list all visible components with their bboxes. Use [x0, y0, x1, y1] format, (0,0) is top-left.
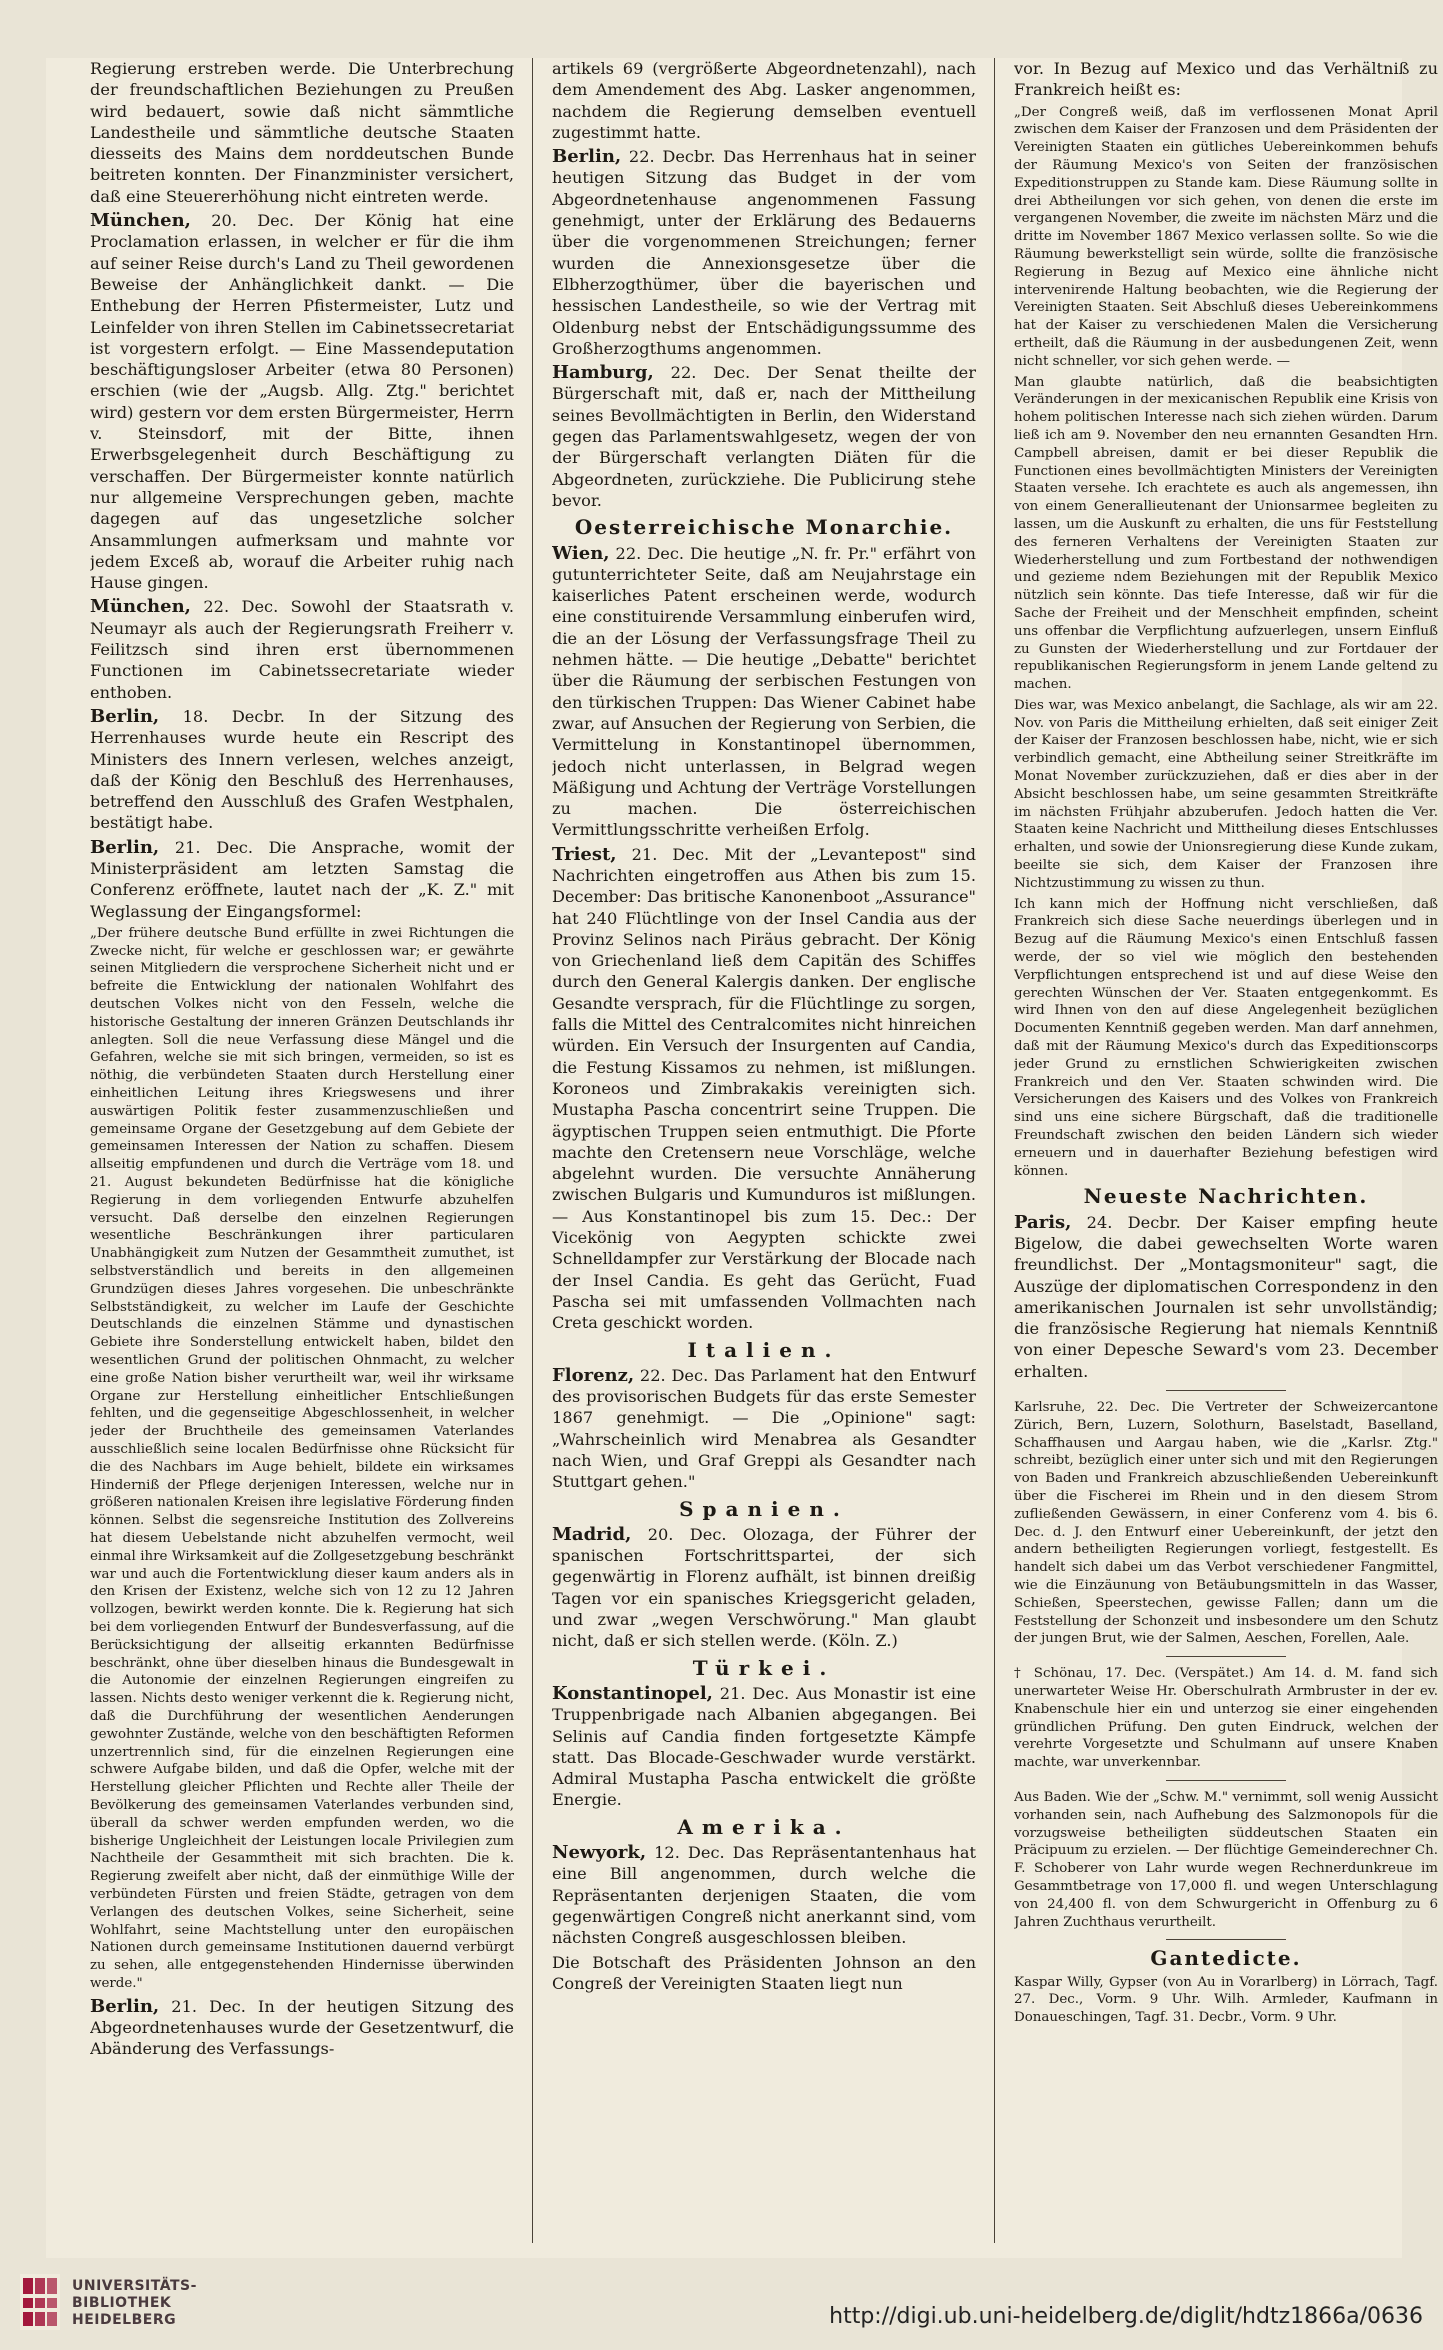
article-paragraph [90, 1996, 514, 2060]
article-text: vor. In Bezug auf Mexico und das Verhältniß zu Frankreich heißt es: [1014, 59, 1438, 100]
library-name-line-2: BIBLIOTHEK [72, 2295, 172, 2311]
column-3 [1014, 58, 1438, 2178]
article-text: 18. Decbr. In der Sitzung des Herrenhauses wurde heute ein Rescript des Ministers des Innern verlesen, welches anzeigt, daß der König den Beschluß des Herrenhauses, betreffend den Ausschluß des Grafen Westphalen, bestätigt habe. [90, 706, 514, 833]
article-paragraph [1014, 1665, 1438, 1772]
article-paragraph [1014, 896, 1438, 1181]
footer-bar [0, 2258, 1443, 2350]
section-heading: Spanien. [679, 1496, 849, 1521]
article-text: Man glaubte natürlich, daß die beabsichtigten Veränderungen in der mexicanischen Republik eine Krisis von hohem politischen Interesse nach sich ziehen würden. Darum ließ ich am 9. November den neu ernannten Gesandten Hrn. Campbell abreisen, damit er bei dieser Republik die Functionen eines bevollmächtigten Ministers der Vereinigten Staaten versehe. Ich erachtete es auch als angemessen, ihn von einem Generallieutenant der Unionsarmee begleiten zu lassen, um die Auskunft zu erhalten, die uns für Feststellung des ferneren Verhaltens der Vereinigten Staaten zur Wiederherstellung und zum Fortbestand der nothwendigen und gezieme ndem Beziehungen mit der Republik Mexico nützlich sein könnte. Das tiefe Interesse, daß wir für die Sache der Freiheit und der Menschheit empfinden, scheint uns offenbar die Verpflichtung aufzuerlegen, unsern Einfluß zu Gunsten der Wiederherstellung und zur Fortdauer der republikanischen Regierungsform in jenem Lande geltend zu machen. [1014, 374, 1438, 693]
article-paragraph [552, 543, 976, 841]
article-text: Aus Baden. Wie der „Schw. M." vernimmt, soll wenig Aussicht vorhanden sein, nach Aufhebung des Salzmonopols für die vorzugsweise betheiligten süddeutschen Staaten ein Präcipuum zu erzielen. — Der flüchtige Gemeinderechner Ch. F. Schoberer von Lahr wurde wegen Rechnerdunkreue im Gesammtbetrage von 17,000 fl. und wegen Unterschlagung von 24,400 fl. von dem Schwurgericht in Offenburg zu 6 Jahren Zuchthaus verurtheilt. [1014, 1790, 1438, 1930]
section-separator [1166, 1939, 1286, 1940]
article-text: Ich kann mich der Hoffnung nicht verschließen, daß Frankreich sich diese Sache neuerdings überlegen und in Bezug auf die Räumung Mexico's einen Entschluß fassen werde, der so viel wie möglich den bestehenden Verpflichtungen entsprechend ist und auf diese Weise den gerechten Wünschen der Ver. Staaten entgegenkommt. Es wird Ihnen von den auf diese Angelegenheit bezüglichen Documenten Kenntniß gegeben werden. Man darf annehmen, daß mit der Räumung Mexico's durch das Expeditionscorps jeder Grund zu ernstlichen Schwierigkeiten zwischen Frankreich und den Ver. Staaten schwinden wird. Die Versicherungen des Kaisers und des Volkes von Frankreich sind uns eine sichere Bürgschaft, daß die traditionelle Freundschaft zwischen den beiden Ländern sich wieder erneuern und in dauerhafter Beziehung befestigen wird können. [1014, 896, 1438, 1179]
section-heading: Oesterreichische Monarchie. [574, 515, 954, 540]
dateline: München, [90, 210, 191, 232]
article-paragraph [90, 58, 514, 207]
article-text: 22. Dec. Die heutige „N. fr. Pr." erfährt von gutunterrichteter Seite, daß am Neujahrstage ein kaiserliches Patent erscheinen werde, wodurch eine constituirende Versammlung einberufen wird, die an der Lösung der Verfassungsfrage Theil zu nehmen hätte. — Die heutige „Debatte" berichtet über die Räumung der serbischen Festungen von den türkischen Truppen: Das Wiener Cabinet habe zwar, auf Ansuchen der Regierung von Serbien, die Vermittelung in Konstantinopel übernommen, jedoch nicht unterlassen, in Belgrad wegen Mäßigung und Achtung der Verträge Vorstellungen zu machen. Die österreichischen Vermittlungsschritte verheißen Erfolg. [552, 543, 976, 840]
article-paragraph [1014, 374, 1438, 694]
column-1 [90, 58, 514, 2258]
section-separator [1166, 1390, 1286, 1391]
article-paragraph [1014, 58, 1438, 101]
article-text: 22. Dec. Sowohl der Staatsrath v. Neumayr als auch der Regierungsrath Freiherr v. Feilitzsch sind ihren erst übernommenen Functionen im Cabinetssecretariate wieder enthoben. [90, 597, 514, 702]
article-text: Karlsruhe, 22. Dec. Die Vertreter der Schweizercantone Zürich, Bern, Luzern, Solothurn, Baselstadt, Baselland, Schaffhausen und Aargau haben, wie die „Karlsr. Ztg." schreibt, bezüglich einer unter sich und mit den Regierungen von Baden und Frankreich abzuschließenden Uebereinkunft über die Fischerei im Rhein und in den diesem Strom zufließenden Gewässern, in einer Conferenz vom 4. bis 6. Dec. d. J. den Entwurf einer Uebereinkunft, der jetzt den andern betheiligten Regierungen vorliegt, festgestellt. Es handelt sich dabei um das Verbot verschiedener Fangmittel, wie die Einzäunung von Betäubungsmitteln in das Wasser, Schießen, Speerstechen, gewisse Fallen; dann um die Feststellung der Schonzeit und insbesondere um den Schutz der jungen Brut, wie der Salmen, Aeschen, Forellen, Aale. [1014, 1400, 1438, 1647]
article-text: „Der frühere deutsche Bund erfüllte in zwei Richtungen die Zwecke nicht, für welche er geschlossen war; er gewährte seinen Mitgliedern die versprochene Sicherheit nicht und er befreite die Entwicklung der nationalen Wohlfahrt des deutschen Volkes nicht von den Fesseln, welche die historische Gestaltung der inneren Gränzen Deutschlands ihr anlegten. Soll die neue Verfassung diese Mängel und die Gefahren, welche sie mit sich bringen, vermeiden, so ist es nöthig, die verbündeten Staaten durch Herstellung einer einheitlichen Leitung ihres Kriegswesens und ihrer auswärtigen Politik fester zusammenzuschließen und gemeinsame Organe der Gesetzgebung auf dem Gebiete der gemeinsamen Interessen der Nation zu schaffen. Diesem allseitig empfundenen und durch die Verträge vom 18. und 21. August bekundeten Bedürfnisse hat die königliche Regierung in dem vorliegenden Entwurfe abzuhelfen versucht. Daß derselbe den einzelnen Regierungen wesentliche Beschränkungen ihrer particularen Unabhängigkeit zum Nutzen der Gesammtheit zumuthet, ist selbstverständlich und bereits in den allgemeinen Grundzügen dieses Jahres vorgesehen. Die unbeschränkte Selbstständigkeit, zu welcher im Laufe der Geschichte Deutschlands die einzelnen Stämme und dynastischen Gebiete ihre Sonderstellung entwickelt haben, bildet den wesentlichen Grund der politischen Ohnmacht, zu welcher eine große Nation bisher verurtheilt war, weil ihr wirksame Organe zur Herstellung einheitlicher Entschließungen fehlten, und die gegenseitige Abgeschlossenheit, in welcher jeder der Bruchtheile des gemeinsamen Vaterlandes ausschließlich seine localen Bedürfnisse ohne Rücksicht für die des Nachbars im Auge behielt, bildete ein wirksames Hinderniß der Pflege derjenigen Interessen, welche nur in größeren nationalen Kreisen ihre legislative Förderung finden können. Selbst die segensreiche Institution des Zollvereins hat diesem Uebelstande nicht abzuhelfen vermocht, weil einmal ihre Wirksamkeit auf die Zollgesetzgebung beschränkt war und auch die Fortentwicklung dieser kaum anders als in den Krisen der Existenz, welche sich von 12 zu 12 Jahren vollzogen, bewirkt werden konnte. Die k. Regierung hat sich bei dem vorliegenden Entwurf der Bundesverfassung, auf die Berücksichtigung der allseitig erkannten Bedürfnisse beschränkt, ohne über dieselben hinaus die Bundesgewalt in die Autonomie der einzelnen Regierungen eingreifen zu lassen. Nichts desto weniger verkennt die k. Regierung nicht, daß die Durchführung der wesentlichen Aenderungen gewohnter Zustände, welche von den beschäftigten Reformen unzertrennlich sind, für die einzelnen Regierungen eine schwere Aufgabe bilden, und daß die Opfer, welche mit der Herstellung gleicher Pflichten und Rechte aller Theile der Bevölkerung des gemeinsamen Vaterlandes verbunden sind, überall da schwer werden empfunden werden, wo die bisherige Ungleichheit der Leistungen locale Privilegien zum Nachtheile der Gesammtheit mit sich brachten. Die k. Regierung zweifelt aber nicht, daß der einmüthige Wille der verbündeten Fürsten und freien Städte, getragen von dem Verlangen des deutschen Volkes, seine Sicherheit, seine Wohlfahrt, seine Machtstellung unter den europäischen Nationen durch gemeinsame Institutionen dauernd verbürgt zu sehen, alle entgegenstehenden Hindernisse überwinden werde." [90, 925, 514, 1991]
section-heading: Gantedicte. [1150, 1946, 1302, 1971]
dateline: Hamburg, [552, 362, 654, 384]
section-heading: Neueste Nachrichten. [1083, 1184, 1369, 1209]
column-rule-left [532, 58, 533, 2243]
article-paragraph [552, 1365, 976, 1493]
article-paragraph [1014, 1399, 1438, 1648]
article-text: 20. Dec. Der König hat eine Proclamation erlassen, in welcher er für die ihm auf seiner Reise durch's Land zu Theil gewordenen Beweise der Anhänglichkeit dankt. — Die Enthebung der Herren Pfistermeister, Lutz und Leinfelder von ihren Stellen im Cabinetssecretariat ist vorgestern erfolgt. — Eine Massendeputation beschäftigungsloser Arbeiter (etwa 80 Personen) erschien (wie der „Augsb. Allg. Ztg." berichtet wird) gestern vor dem ersten Bürgermeister, Herrn v. Steinsdorf, mit der Bitte, ihnen Erwerbsgelegenheit durch Beschäftigung zu verschaffen. Der Bürgermeister konnte natürlich nur allgemeine Versprechungen geben, machte dagegen auf das ungesetzliche solcher Ansammlungen aufmerksam und mahnte vor jedem Exceß ab, worauf die Arbeiter ruhig nach Hause gingen. [90, 211, 514, 593]
section-separator [1166, 1656, 1286, 1657]
article-paragraph [1014, 697, 1438, 893]
article-paragraph [90, 210, 514, 593]
column-rule-right [994, 58, 995, 2243]
article-paragraph [1014, 1789, 1438, 1931]
article-paragraph [552, 844, 976, 1334]
dateline: Berlin, [90, 705, 160, 727]
article-paragraph [552, 1524, 976, 1652]
section-heading: Amerika. [677, 1814, 851, 1839]
article-paragraph [90, 925, 514, 1993]
article-paragraph [552, 1952, 976, 1995]
article-text: 21. Dec. Die Ansprache, womit der Ministerpräsident am letzten Samstag die Conferenz eröffnete, lautet nach der „K. Z." mit Weglassung der Eingangsformel: [90, 837, 514, 921]
article-text: Regierung erstreben werde. Die Unterbrechung der freundschaftlichen Beziehungen zu Preußen wird bedauert, sowie daß nicht sämmtliche Landestheile und sämmtliche deutsche Staaten diesseits des Mains dem norddeutschen Bunde beitreten konnten. Der Finanzminister versichert, daß eine Steuererhöhung nicht eintreten werde. [90, 59, 514, 206]
article-paragraph [90, 837, 514, 922]
library-name-line-3: HEIDELBERG [72, 2312, 177, 2328]
dateline: Berlin, [552, 146, 622, 168]
article-paragraph [1014, 1974, 1438, 2027]
article-text: 24. Decbr. Der Kaiser empfing heute Bigelow, die dabei gewechselten Worte waren freundlichst. Der „Montagsmoniteur" sagt, die Auszüge der diplomatischen Correspondenz in den amerikanischen Journalen ist sehr unvollständig; die französische Regierung hat niemals Kenntniß von einer Depesche Seward's vom 23. December erhalten. [1014, 1212, 1438, 1381]
article-text: Kaspar Willy, Gypser (von Au in Vorarlberg) in Lörrach, Tagf. 27. Dec., Vorm. 9 Uhr. Wilh. Armleder, Kaufmann in Donaueschingen, Tagf. 31. Decbr., Vorm. 9 Uhr. [1014, 1974, 1438, 2026]
column-2 [552, 58, 976, 2043]
article-text: 22. Decbr. Das Herrenhaus hat in seiner heutigen Sitzung das Budget in der vom Abgeordnetenhause angenommenen Fassung genehmigt, unter der Erklärung des Bedauerns über die vorgenommenen Streichungen; ferner wurden die Annexionsgesetze über die Elbherzogthümer, über die bayerischen und hessischen Landestheile, so wie der Vertrag mit Oldenburg nebst der Entschädigungssumme des Großherzogthums angenommen. [552, 147, 976, 358]
article-text: Dies war, was Mexico anbelangt, die Sachlage, als wir am 22. Nov. von Paris die Mittheilung erhielten, daß seit einiger Zeit der Kaiser der Franzosen beschlossen habe, nicht, wie er sich verbindlich gemacht, eine Abtheilung seiner Streitkräfte im Monat November zurückzuziehen, daß er dies aber in der Absicht beschlossen habe, um seine gesammten Streitkräfte im nächsten Frühjahr abzuberufen. Jedoch hatten die Ver. Staaten keine Nachricht und Mittheilung dieses Entschlusses erhalten, und sowie der Unionsregierung diese Kunde zukam, beeilte sie sich, dem Kaiser der Franzosen ihre Nichtzustimmung zu wissen zu thun. [1014, 697, 1438, 891]
article-text: 21. Dec. Aus Monastir ist eine Truppenbrigade nach Albanien abgegangen. Bei Selinis auf Candia finden fortgesetzte Kämpfe statt. Das Blocade-Geschwader wurde verstärkt. Admiral Mustapha Pascha entwickelt die größte Energie. [552, 1683, 976, 1810]
article-paragraph [1014, 104, 1438, 371]
section-heading: Türkei. [692, 1655, 836, 1680]
article-text: 21. Dec. Mit der „Levantepost" sind Nachrichten eingetroffen aus Athen bis zum 15. December: Das britische Kanonenboot „Assurance" hat 240 Flüchtlinge von der Insel Candia aus der Provinz Selinos nach Piräus gebracht. Der König von Griechenland ließ dem Capitän des Schiffes durch den General Kalergis danken. Der englische Gesandte versprach, für die Flüchtlinge zu sorgen, falls die Mittel des Centralcomites nicht hinreichen würden. Ein Versuch der Insurgenten auf Candia, die Festung Kissamos zu nehmen, ist mißlungen. Koroneos und Zimbrakakis vereinigten sich. Mustapha Pascha concentrirt seine Truppen. Die ägyptischen Truppen seien entmuthigt. Die Pforte machte den Cretensern neue Vorschläge, welche abgelehnt wurden. Die versuchte Annäherung zwischen Bulgaris und Kumunduros ist mißlungen. — Aus Konstantinopel bis zum 15. Dec.: Der Vicekönig von Aegypten schickte zwei Schnelldampfer zur Verstärkung der Blocade nach der Insel Candia. Es geht das Gerücht, Fuad Pascha sei mit umfassenden Vollmachten nach Creta geschickt worden. [552, 844, 976, 1333]
dateline: Berlin, [90, 1995, 160, 2017]
article-text: „Der Congreß weiß, daß im verflossenen Monat April zwischen dem Kaiser der Franzosen und dem Präsidenten der Vereinigten Staaten ein gütliches Uebereinkommen behufs der Räumung Mexico's von Seiten der französischen Expeditionstruppen zu Stande kam. Diese Räumung sollte in drei Abtheilungen vor sich gehen, von denen die erste im vergangenen November, die zweite im nächsten März und die dritte im November 1867 Mexico verlassen sollte. So wie die Räumung bewerkstelligt sein würde, sollte die französische Regierung in Bezug auf Mexico eine ähnliche nicht intervenirende Haltung beobachten, wie die Regierung der Vereinigten Staaten. Seit Abschluß dieses Uebereinkommens hat der Kaiser zu verschiedenen Malen die Versicherung ertheilt, daß die Räumung in der ausbedungenen Zeit, wenn nicht schneller, vor sich gehen werde. — [1014, 104, 1438, 369]
article-text: 22. Dec. Das Parlament hat den Entwurf des provisorischen Budgets für das erste Semester 1867 genehmigt. — Die „Opinione" sagt: „Wahrscheinlich wird Menabrea als Gesandter nach Wien, und Graf Greppi als Gesandter nach Stuttgart gehen." [552, 1365, 976, 1492]
library-name-line-1: UNIVERSITÄTS- [72, 2278, 197, 2294]
article-paragraph [90, 596, 514, 702]
section-heading: Italien. [687, 1337, 841, 1362]
article-paragraph [1014, 1212, 1438, 1382]
newspaper-page [46, 58, 1438, 2258]
section-separator [1166, 1780, 1286, 1781]
article-text: 22. Dec. Der Senat theilte der Bürgerschaft mit, daß er, nach der Mittheilung seines Bevollmächtigten in Berlin, den Widerstand gegen das Parlamentswahlgesetz, wegen der von der Bürgerschaft verlangten Diäten für die Abgeordneten, zurückziehe. Die Publicirung stehe bevor. [552, 363, 976, 510]
library-logo-icon [20, 2274, 60, 2330]
article-text: 21. Dec. In der heutigen Sitzung des Abgeordnetenhauses wurde der Gesetzentwurf, die Abänderung des Verfassungs- [90, 1996, 514, 2059]
article-text: artikels 69 (vergrößerte Abgeordnetenzahl), nach dem Amendement des Abg. Lasker angenommen, nachdem die Regierung demselben eventuell zugestimmt hatte. [552, 59, 976, 142]
article-paragraph [90, 706, 514, 834]
library-name [72, 2278, 197, 2329]
dateline: München, [90, 596, 191, 618]
article-text: 20. Dec. Olozaga, der Führer der spanischen Fortschrittspartei, der sich gegenwärtig in Florenz aufhält, ist binnen dreißig Tagen vor ein spanisches Kriegsgericht geladen, und zwar „wegen Verschwörung." Man glaubt nicht, daß er sich stellen werde. (Köln. Z.) [552, 1524, 976, 1651]
dateline: Paris, [1014, 1211, 1072, 1233]
article-paragraph [552, 1683, 976, 1811]
article-paragraph [552, 146, 976, 359]
dateline: Wien, [552, 542, 610, 564]
dateline: Berlin, [90, 836, 160, 858]
dateline: Florenz, [552, 1364, 635, 1386]
article-text: † Schönau, 17. Dec. (Verspätet.) Am 14. d. M. fand sich unerwarteter Weise Hr. Oberschulrath Armbruster in der ev. Knabenschule hier ein und unterzog sie einer eingehenden gründlichen Prüfung. Den guten Eindruck, welchen der verehrte Vorgesetzte und Schulmann auf unsere Knaben machte, war unverkennbar. [1014, 1666, 1438, 1771]
article-text: 12. Dec. Das Repräsentantenhaus hat eine Bill angenommen, durch welche die Repräsentanten derjenigen Staaten, die vom gegenwärtigen Congreß nicht anerkannt sind, vom nächsten Congreß ausgeschlossen bleiben. [552, 1843, 976, 1948]
dateline: Newyork, [552, 1842, 647, 1864]
dateline: Konstantinopel, [552, 1682, 713, 1704]
article-paragraph [552, 58, 976, 143]
article-paragraph [552, 1842, 976, 1948]
article-paragraph [552, 362, 976, 511]
article-text: Die Botschaft des Präsidenten Johnson an den Congreß der Vereinigten Staaten liegt nun [552, 1952, 976, 1993]
dateline: Madrid, [552, 1523, 632, 1545]
dateline: Triest, [552, 843, 617, 865]
source-url-link[interactable]: http://digi.ub.uni-heidelberg.de/diglit/hdtz1866a/0636 [829, 2304, 1423, 2329]
